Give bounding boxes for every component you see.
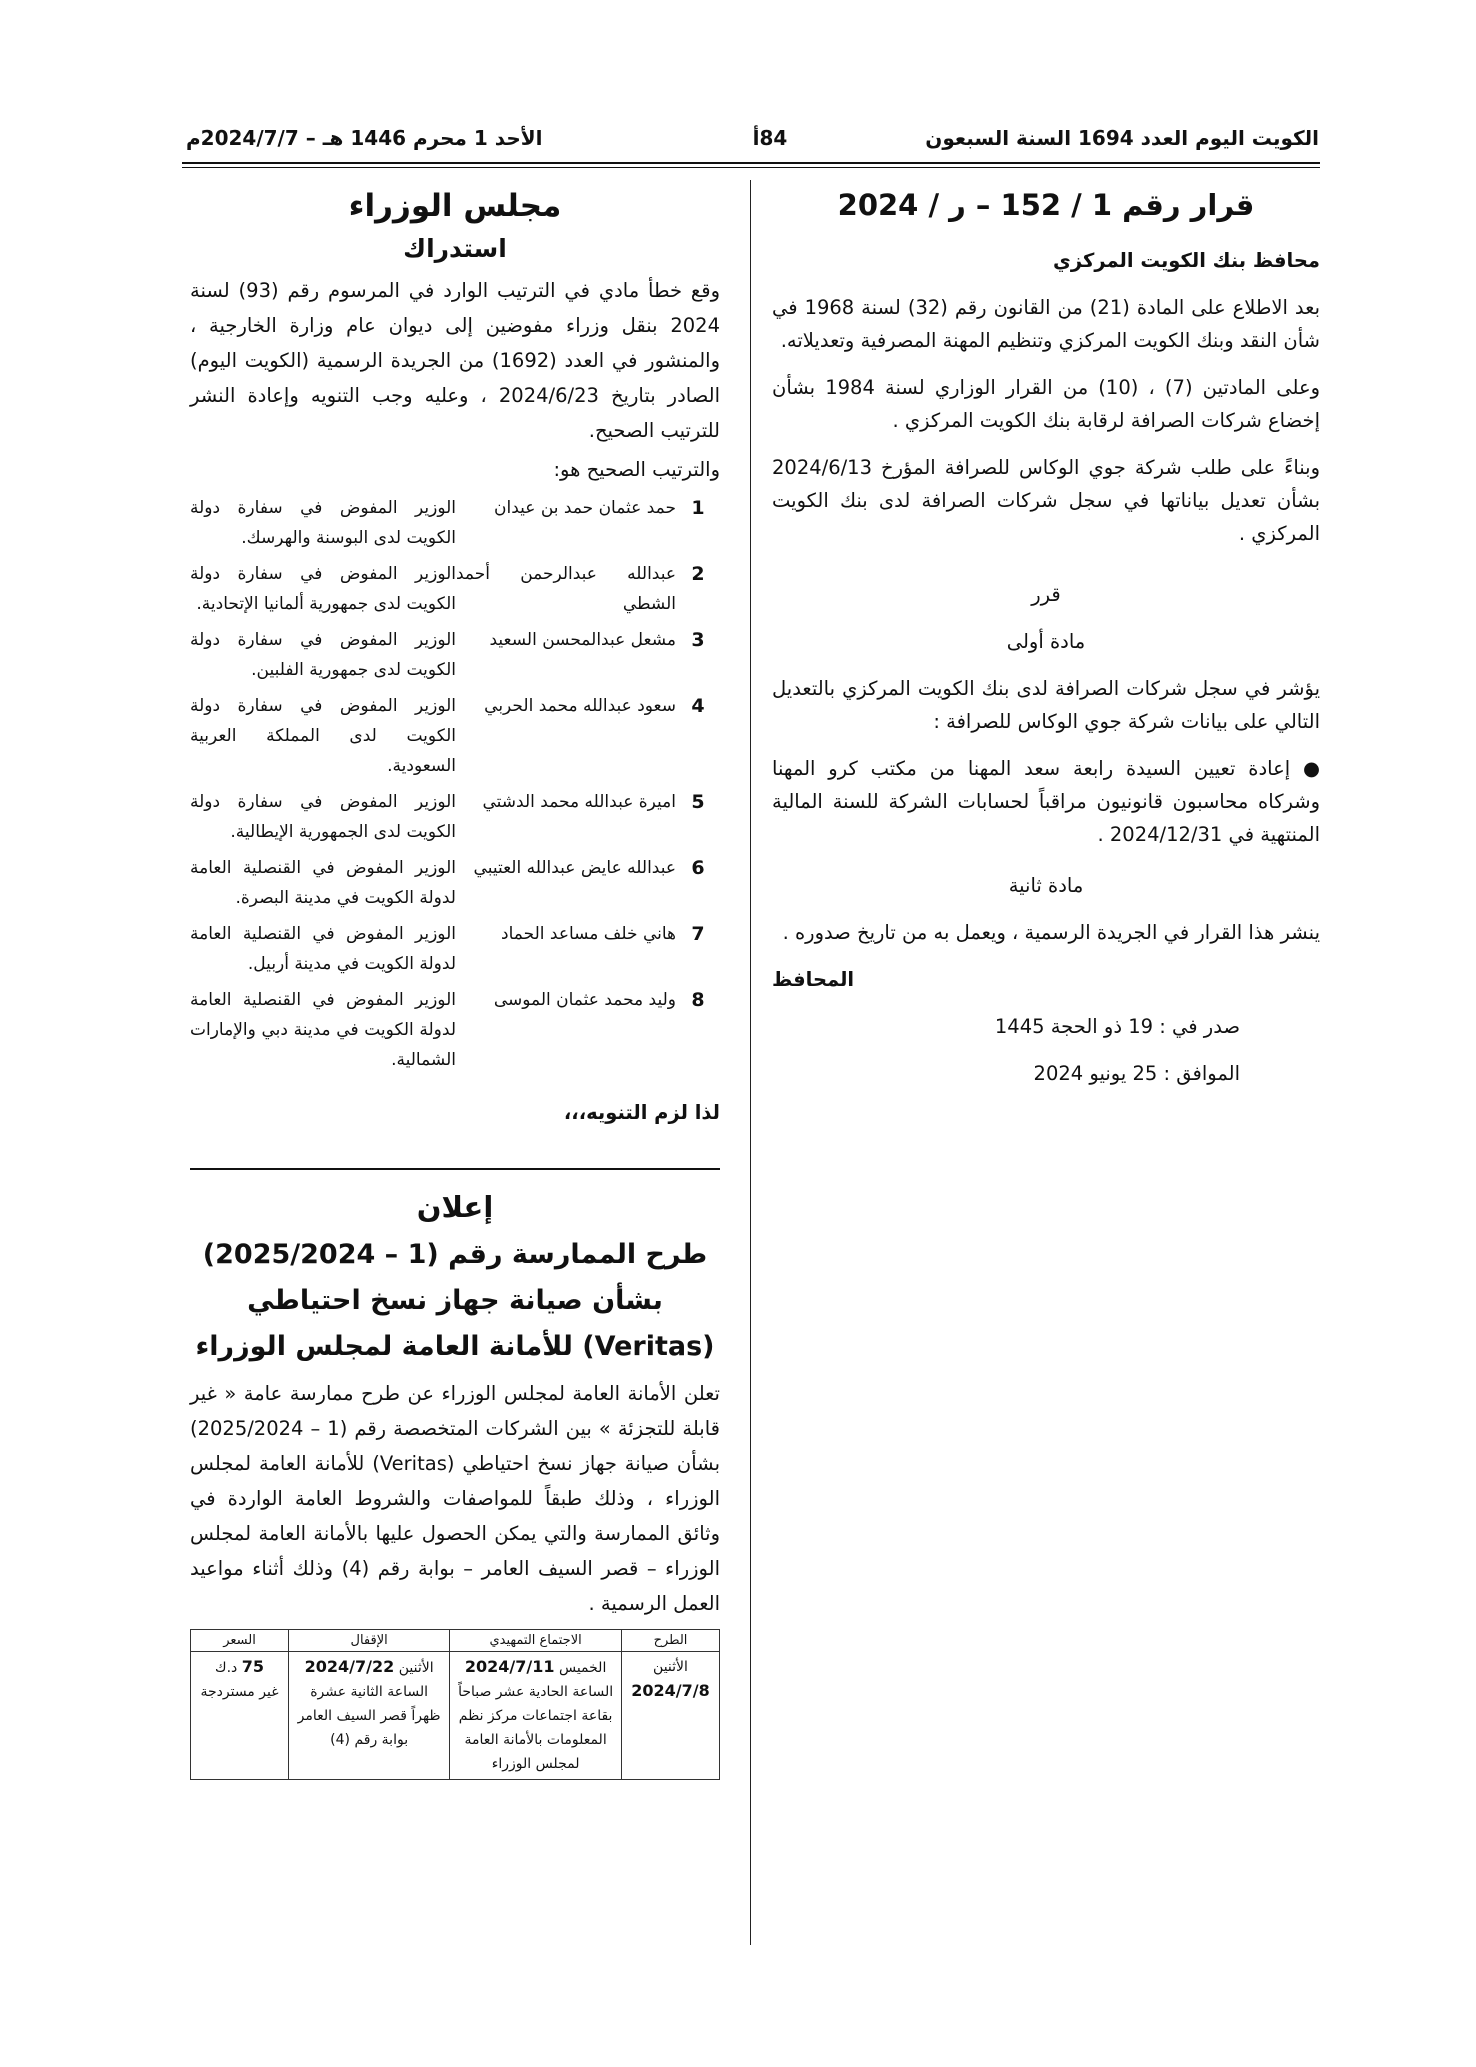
decision-column (772, 180, 1320, 1104)
offer-cell (622, 1652, 720, 1780)
closing-date: 2024/7/22 (304, 1657, 395, 1676)
table-row (190, 851, 720, 917)
row-number: 1 (691, 497, 705, 519)
row-number: 7 (691, 923, 705, 945)
cabinet-subtitle: استدراك (403, 234, 507, 263)
row-number: 3 (691, 629, 705, 651)
table-header-row (191, 1630, 720, 1652)
decision-title: قرار رقم 1 / 152 – ر / 2024 (837, 188, 1255, 222)
minister-name: وليد محمد عثمان الموسى (493, 990, 676, 1010)
price-note: غير مستردجة (200, 1684, 279, 1700)
article-1-bullet: ● إعادة تعيين السيدة رابعة سعد المهنا من مكتب كرو المهنا وشركاه محاسبون قانونيون مراقباً لحسابات الشركة للسنة المالية المنتهية في 2024/12/31 . (772, 757, 1320, 846)
decision-corresponding-date: الموافق : 25 يونيو 2024 (1033, 1062, 1240, 1085)
decision-signer: المحافظ (772, 968, 855, 991)
price-value: 75 (241, 1657, 264, 1676)
article-2-title: مادة ثانية (1008, 874, 1084, 897)
article-2-text: ينشر هذا القرار في الجريدة الرسمية ، ويعمل به من تاريخ صدوره . (782, 921, 1320, 944)
announcement-title: طرح الممارسة رقم (1 – 2025/2024) بشأن صيانة جهاز نسخ احتياطي (Veritas) للأمانة العامة لمجلس الوزراء (195, 1239, 715, 1362)
table-row (191, 1652, 720, 1780)
minister-name: عبدالله عبدالرحمن أحمد الشطي (456, 564, 676, 614)
minister-position: الوزير المفوض في سفارة دولة الكويت لدى جمهورية الفلبين. (190, 630, 456, 680)
header-meeting: الاجتماع التمهيدي (450, 1630, 622, 1652)
minister-name: سعود عبدالله محمد الحربي (484, 696, 676, 716)
minister-name: اميرة عبدالله محمد الدشتي (482, 792, 676, 812)
table-row (190, 623, 720, 689)
ministers-table (190, 491, 720, 1079)
announcement-label: إعلان (416, 1190, 494, 1224)
row-number: 4 (691, 695, 705, 717)
minister-position: الوزير المفوض في القنصلية العامة لدولة الكويت في مدينة البصرة. (190, 858, 456, 908)
meeting-day: الخميس (558, 1660, 607, 1676)
decision-decided: قرر (1031, 583, 1061, 606)
minister-name: حمد عثمان حمد بن عيدان (494, 498, 676, 518)
minister-position: الوزير المفوض في القنصلية العامة لدولة الكويت في مدينة دبي والإمارات الشمالية. (190, 990, 456, 1070)
decision-issued-date: صدر في : 19 ذو الحجة 1445 (994, 1015, 1240, 1038)
header-rule (182, 162, 1320, 164)
header-issue-info: الكويت اليوم العدد 1694 السنة السبعون (925, 126, 1319, 150)
article-1-text: يؤشر في سجل شركات الصرافة لدى بنك الكويت المركزي بالتعديل التالي على بيانات شركة جوي الوكاس للصرافة : (772, 677, 1320, 733)
price-cell (191, 1652, 289, 1780)
meeting-cell (450, 1652, 622, 1780)
table-row (190, 983, 720, 1079)
offer-day: الأثنين (653, 1659, 688, 1675)
meeting-details: الساعة الحادية عشر صباحاً بقاعة اجتماعات مركز نظم المعلومات بالأمانة العامة لمجلس الوزراء (458, 1684, 614, 1772)
table-row (190, 557, 720, 623)
header-rule-thin (182, 167, 1320, 168)
meeting-date: 2024/7/11 (464, 1657, 555, 1676)
cabinet-column (190, 180, 720, 1780)
row-number: 2 (691, 563, 705, 585)
closing-details: الساعة الثانية عشرة ظهراً قصر السيف العامر بوابة رقم (4) (297, 1684, 441, 1748)
table-row (190, 689, 720, 785)
header-date: الأحد 1 محرم 1446 هـ – 2024/7/7م (186, 126, 543, 150)
tender-table (190, 1629, 720, 1780)
decision-paragraph-1: بعد الاطلاع على المادة (21) من القانون رقم (32) لسنة 1968 في شأن النقد وبنك الكويت المركزي وتنظيم المهنة المصرفية وتعديلاته. (772, 296, 1320, 352)
minister-name: هاني خلف مساعد الحماد (501, 924, 676, 944)
row-number: 8 (691, 989, 705, 1011)
decision-paragraph-3: وبناءً على طلب شركة جوي الوكاس للصرافة المؤرخ 2024/6/13 بشأن تعديل بياناتها في سجل شركات الصرافة لدى بنك الكويت المركزي . (772, 456, 1320, 545)
announcement-body: تعلن الأمانة العامة لمجلس الوزراء عن طرح ممارسة عامة « غير قابلة للتجزئة » بين الشركات المتخصصة رقم (1 – 2025/2024) بشأن صيانة جهاز نسخ احتياطي (Veritas) للأمانة العامة لمجلس الوزراء ، وذلك طبقاً للمواصفات والشروط العامة الواردة في وثائق الممارسة والتي يمكن الحصول عليها بالأمانة العامة لمجلس الوزراء – قصر السيف العامر – بوابة رقم (4) وذلك أثناء مواعيد العمل الرسمية . (190, 1382, 721, 1615)
closing-cell (289, 1652, 450, 1780)
minister-name: عبدالله عايض عبدالله العتيبي (473, 858, 676, 878)
minister-position: الوزير المفوض في سفارة دولة الكويت لدى المملكة العربية السعودية. (190, 696, 456, 776)
decision-paragraph-2: وعلى المادتين (7) ، (10) من القرار الوزاري لسنة 1984 بشأن إخضاع شركات الصرافة لرقابة بنك الكويت المركزي . (772, 376, 1320, 432)
header-closing: الإقفال (289, 1630, 450, 1652)
cabinet-title: مجلس الوزراء (348, 188, 562, 224)
minister-position: الوزير المفوض في سفارة دولة الكويت لدى الجمهورية الإيطالية. (190, 792, 456, 842)
header-offer: الطرح (622, 1630, 720, 1652)
table-row (190, 785, 720, 851)
offer-date: 2024/7/8 (631, 1681, 710, 1700)
header-page-number: 84أ (752, 126, 788, 150)
column-divider (750, 180, 751, 1945)
price-unit: د.ك (215, 1660, 238, 1676)
decision-issuer: محافظ بنك الكويت المركزي (1053, 249, 1320, 272)
row-number: 5 (691, 791, 705, 813)
correct-order-intro: والترتيب الصحيح هو: (553, 458, 720, 481)
article-1-title: مادة أولى (1006, 630, 1086, 653)
row-number: 6 (691, 857, 705, 879)
minister-position: الوزير المفوض في سفارة دولة الكويت لدى البوسنة والهرسك. (190, 498, 456, 548)
header-price: السعر (191, 1630, 289, 1652)
table-row (190, 917, 720, 983)
minister-position: الوزير المفوض في القنصلية العامة لدولة الكويت في مدينة أربيل. (190, 924, 456, 974)
minister-name: مشعل عبدالمحسن السعيد (489, 630, 676, 650)
correction-paragraph: وقع خطأ مادي في الترتيب الوارد في المرسوم رقم (93) لسنة 2024 بنقل وزراء مفوضين إلى ديوان عام وزارة الخارجية ، والمنشور في العدد (1692) من الجريدة الرسمية (الكويت اليوم) الصادر بتاريخ 2024/6/23 ، وعليه وجب التنويه وإعادة النشر للترتيب الصحيح. (190, 279, 720, 442)
closing-day: الأثنين (398, 1660, 434, 1676)
minister-position: الوزير المفوض في سفارة دولة الكويت لدى جمهورية ألمانيا الإتحادية. (190, 564, 456, 614)
table-row (190, 491, 720, 557)
cabinet-closing: لذا لزم التنويه،،، (563, 1101, 720, 1124)
section-divider (190, 1168, 720, 1170)
